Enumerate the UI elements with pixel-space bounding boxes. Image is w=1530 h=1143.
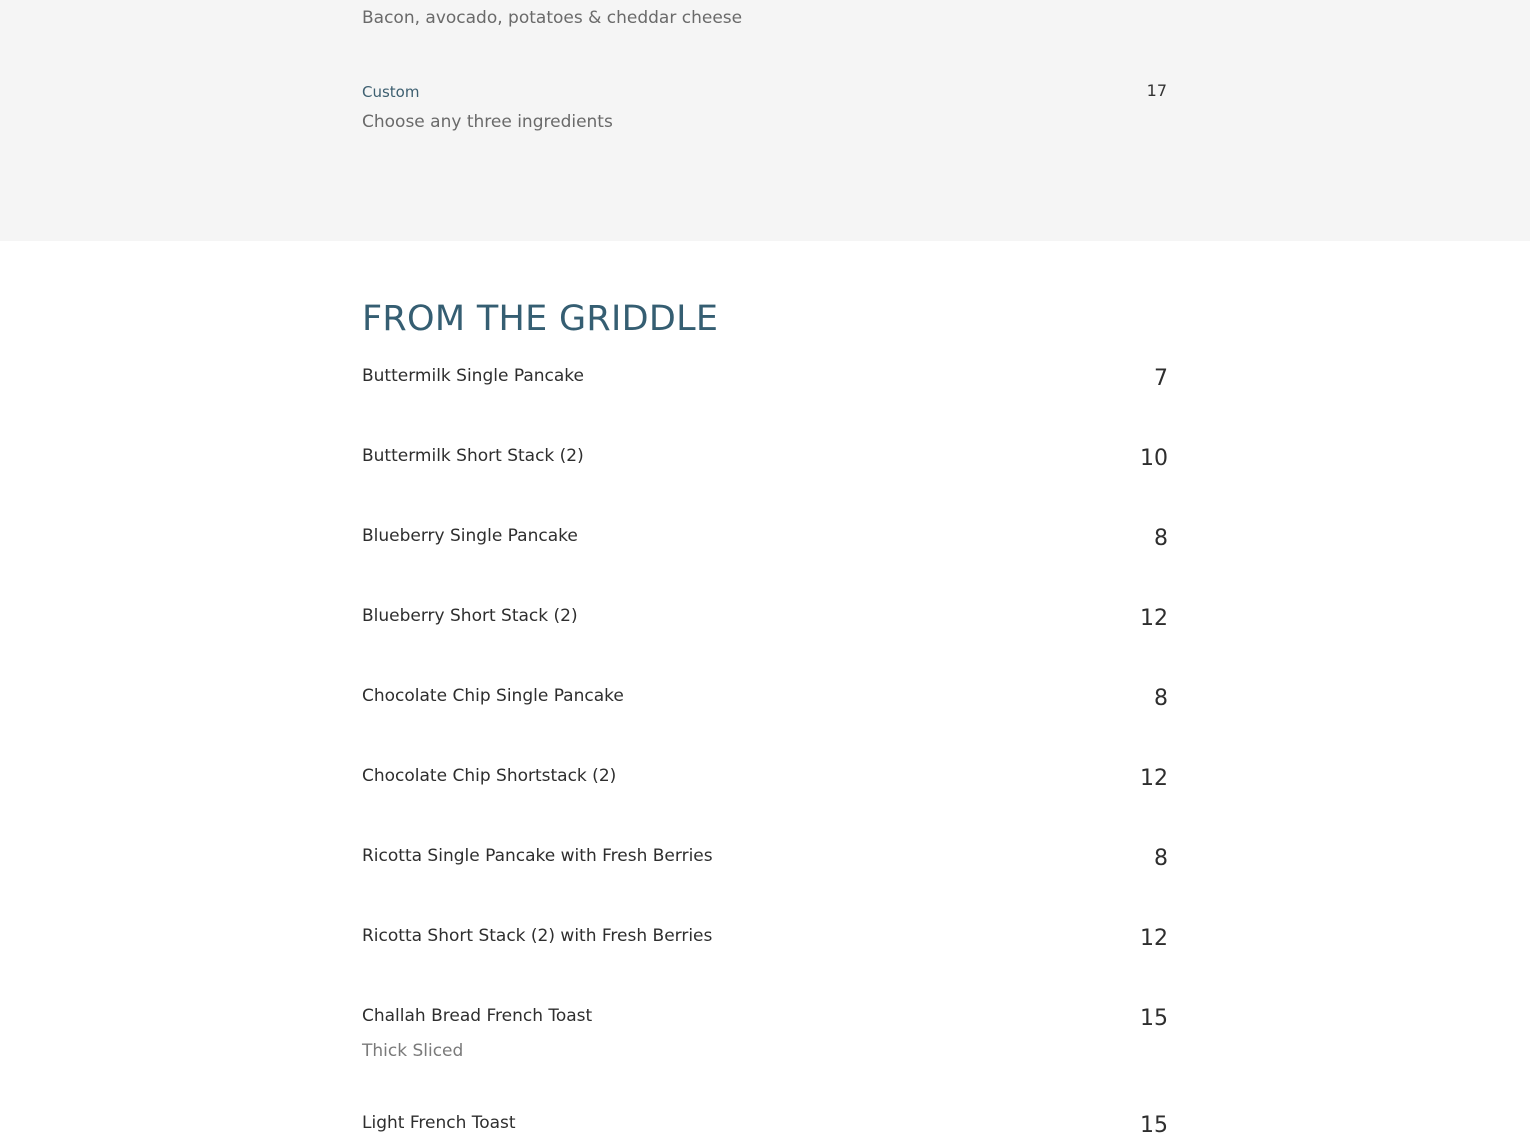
menu-item-name: Ricotta Short Stack (2) with Fresh Berries — [362, 926, 713, 946]
menu-item — [362, 1006, 1168, 1106]
menu-item-name: Light French Toast — [362, 1113, 516, 1133]
menu-item — [362, 686, 1168, 766]
menu-item-name-custom: Custom — [362, 83, 420, 101]
menu-item-price: 10 — [1140, 446, 1168, 471]
menu-item-description-custom: Choose any three ingredients — [362, 112, 613, 132]
previous-menu-section — [0, 0, 1530, 241]
menu-item — [362, 926, 1168, 1006]
menu-item-description: Bacon, avocado, potatoes & cheddar cheese — [362, 8, 743, 28]
menu-item — [362, 606, 1168, 686]
menu-item-name: Buttermilk Single Pancake — [362, 366, 584, 386]
menu-item-description: Thick Sliced — [362, 1041, 464, 1061]
menu-item — [362, 1113, 1168, 1143]
menu-item-name: Chocolate Chip Single Pancake — [362, 686, 624, 706]
section-title: FROM THE GRIDDLE — [362, 299, 719, 339]
menu-item-price: 12 — [1140, 606, 1168, 631]
menu-item-name: Challah Bread French Toast — [362, 1006, 593, 1026]
menu-item-name: Chocolate Chip Shortstack (2) — [362, 766, 617, 786]
menu-item-price-custom: 17 — [1146, 81, 1167, 100]
menu-item-price: 12 — [1140, 926, 1168, 951]
menu-item-name: Blueberry Short Stack (2) — [362, 606, 578, 626]
menu-item-price: 15 — [1140, 1113, 1168, 1138]
menu-item-name: Buttermilk Short Stack (2) — [362, 446, 584, 466]
menu-item — [362, 766, 1168, 846]
menu-item-price: 15 — [1140, 1006, 1168, 1031]
menu-item-name: Ricotta Single Pancake with Fresh Berries — [362, 846, 713, 866]
menu-item — [362, 366, 1168, 446]
menu-item-price: 7 — [1154, 366, 1168, 391]
menu-item-name: Blueberry Single Pancake — [362, 526, 578, 546]
menu-item-price: 12 — [1140, 766, 1168, 791]
menu-item-price: 8 — [1154, 846, 1168, 871]
menu-item-price: 8 — [1154, 686, 1168, 711]
menu-item — [362, 446, 1168, 526]
menu-item-price: 8 — [1154, 526, 1168, 551]
menu-item — [362, 846, 1168, 926]
menu-item — [362, 526, 1168, 606]
